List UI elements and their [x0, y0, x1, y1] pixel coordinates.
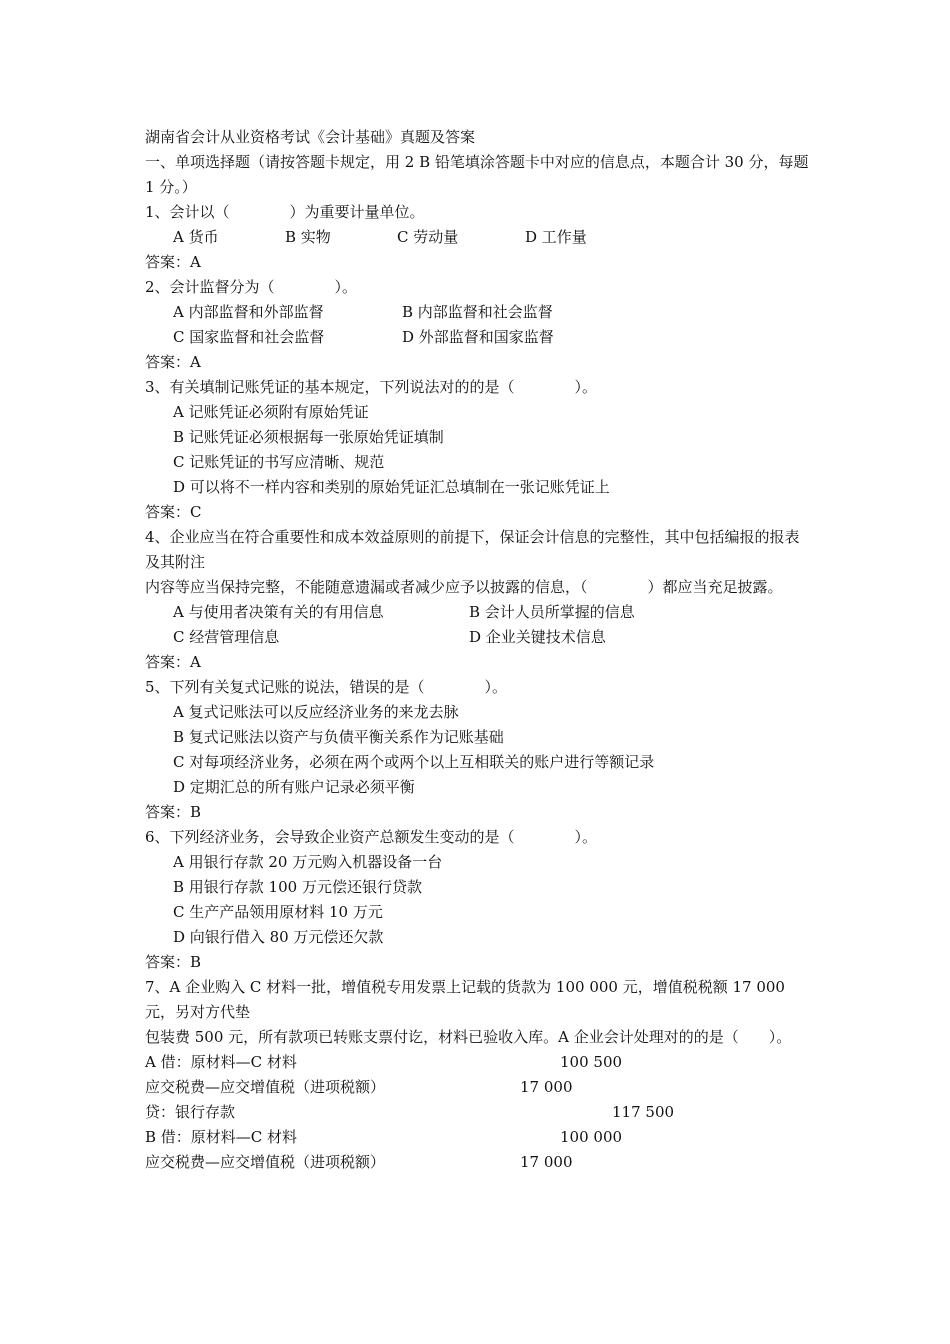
question-2-options-row-1 — [145, 300, 810, 325]
question-4-options-row-2 — [145, 625, 810, 650]
option-b: B 复式记账法以资产与负债平衡关系作为记账基础 — [173, 728, 504, 746]
option-b: B 记账凭证必须根据每一张原始凭证填制 — [173, 428, 444, 446]
option-d: D 企业关键技术信息 — [469, 628, 606, 646]
option-a: A 货币 — [173, 228, 219, 246]
option-b: B 用银行存款 100 万元偿还银行贷款 — [173, 878, 422, 896]
question-1-stem: 1、会计以（ ）为重要计量单位。 — [145, 203, 425, 221]
option-c: C 记账凭证的书写应清晰、规范 — [173, 453, 385, 471]
journal-entry-line — [145, 1100, 810, 1125]
question-4-stem-line-2: 内容等应当保持完整，不能随意遗漏或者减少应予以披露的信息，（ ）都应当充足披露。 — [145, 578, 783, 596]
question-6-answer: 答案：B — [145, 953, 202, 971]
option-c: C 经营管理信息 — [173, 628, 280, 646]
question-6-stem: 6、下列经济业务，会导致企业资产总额发生变动的是（ ）。 — [145, 828, 598, 846]
question-2-stem: 2、会计监督分为（ ）。 — [145, 278, 358, 296]
option-d: D 外部监督和国家监督 — [402, 328, 554, 346]
document-body — [145, 125, 810, 1175]
entry-amount: 17 000 — [520, 1078, 573, 1096]
question-4-answer: 答案：A — [145, 653, 201, 671]
question-1-options — [145, 225, 810, 250]
entry-amount: 17 000 — [520, 1153, 573, 1171]
section-heading: 一、单项选择题（请按答题卡规定，用 2 B 铅笔填涂答题卡中对应的信息点，本题合计 30 分，每题 1 分。） — [145, 153, 809, 196]
journal-entry-line — [145, 1075, 810, 1100]
question-4-stem-line-1: 4、企业应当在符合重要性和成本效益原则的前提下，保证会计信息的完整性，其中包括编报的报表及其附注 — [145, 528, 800, 571]
journal-entry-line — [145, 1125, 810, 1150]
journal-entry-line — [145, 1050, 810, 1075]
option-d: D 工作量 — [525, 228, 587, 246]
question-5-stem: 5、下列有关复式记账的说法，错误的是（ ）。 — [145, 678, 508, 696]
journal-entry-line — [145, 1150, 810, 1175]
question-2-options-row-2 — [145, 325, 810, 350]
question-3-answer: 答案：C — [145, 503, 202, 521]
question-5-answer: 答案：B — [145, 803, 202, 821]
entry-amount: 117 500 — [612, 1103, 675, 1121]
option-a: A 用银行存款 20 万元购入机器设备一台 — [173, 853, 443, 871]
option-a: A 内部监督和外部监督 — [173, 303, 324, 321]
question-2-answer: 答案：A — [145, 353, 201, 371]
entry-amount: 100 500 — [560, 1053, 623, 1071]
question-1-answer: 答案：A — [145, 253, 201, 271]
entry-account: 贷：银行存款 — [145, 1103, 236, 1121]
question-3-stem: 3、有关填制记账凭证的基本规定，下列说法对的的是（ ）。 — [145, 378, 598, 396]
option-c: C 国家监督和社会监督 — [173, 328, 325, 346]
option-a: A 与使用者决策有关的有用信息 — [173, 603, 384, 621]
option-d: D 向银行借入 80 万元偿还欠款 — [173, 928, 384, 946]
document-title: 湖南省会计从业资格考试《会计基础》真题及答案 — [145, 128, 476, 146]
option-c: C 生产产品领用原材料 10 万元 — [173, 903, 383, 921]
option-a: A 复式记账法可以反应经济业务的来龙去脉 — [173, 703, 459, 721]
entry-account: 应交税费—应交增值税（进项税额） — [145, 1078, 386, 1096]
entry-account: 应交税费—应交增值税（进项税额） — [145, 1153, 386, 1171]
option-d: D 定期汇总的所有账户记录必须平衡 — [173, 778, 415, 796]
entry-account: A 借：原材料—C 材料 — [145, 1053, 297, 1071]
option-c: C 劳动量 — [397, 228, 459, 246]
option-c: C 对每项经济业务，必须在两个或两个以上互相联关的账户进行等额记录 — [173, 753, 655, 771]
entry-account: B 借：原材料—C 材料 — [145, 1128, 298, 1146]
option-b: B 会计人员所掌握的信息 — [469, 603, 635, 621]
option-b: B 实物 — [285, 228, 331, 246]
question-4-options-row-1 — [145, 600, 810, 625]
question-7-stem-line-1: 7、A 企业购入 C 材料一批，增值税专用发票上记载的货款为 100 000 元，增值税税额 17 000 元，另对方代垫 — [145, 978, 785, 1021]
option-b: B 内部监督和社会监督 — [402, 303, 553, 321]
option-a: A 记账凭证必须附有原始凭证 — [173, 403, 369, 421]
option-d: D 可以将不一样内容和类别的原始凭证汇总填制在一张记账凭证上 — [173, 478, 610, 496]
entry-amount: 100 000 — [560, 1128, 623, 1146]
question-7-stem-line-2: 包装费 500 元，所有款项已转账支票付讫，材料已验收入库。A 企业会计处理对的的是（ ）。 — [145, 1028, 792, 1046]
